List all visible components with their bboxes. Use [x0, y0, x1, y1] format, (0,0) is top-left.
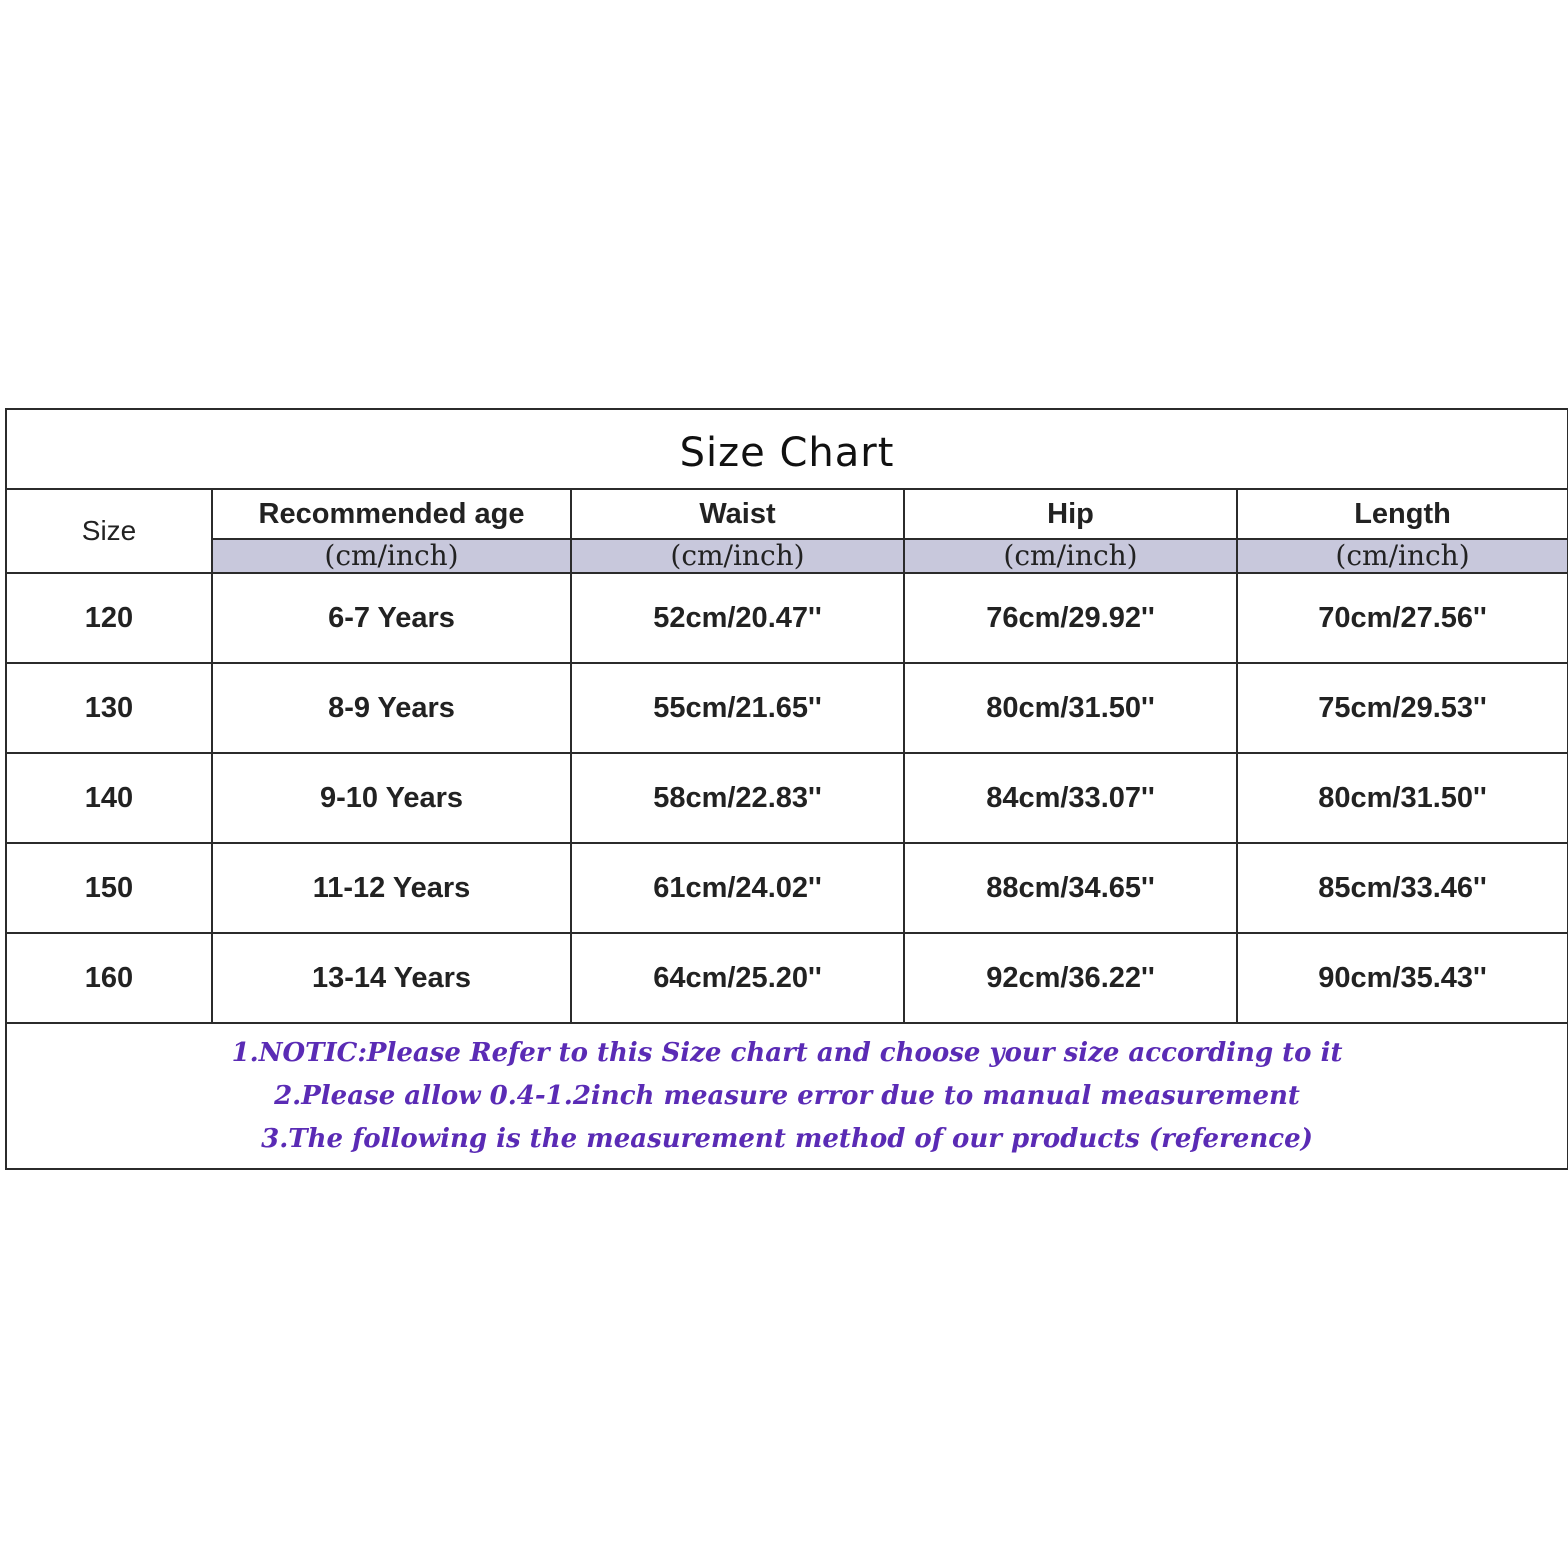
cell-hip: 88cm/34.65'' — [904, 843, 1237, 933]
cell-size: 160 — [6, 933, 212, 1023]
cell-age: 11-12 Years — [212, 843, 571, 933]
cell-length: 70cm/27.56'' — [1237, 573, 1568, 663]
cell-age: 8-9 Years — [212, 663, 571, 753]
cell-age: 13-14 Years — [212, 933, 571, 1023]
cell-hip: 76cm/29.92'' — [904, 573, 1237, 663]
chart-title: Size Chart — [6, 409, 1568, 489]
cell-length: 90cm/35.43'' — [1237, 933, 1568, 1023]
unit-recommended-age: (cm/inch) — [212, 539, 571, 573]
cell-size: 130 — [6, 663, 212, 753]
note-2: 2.Please allow 0.4-1.2inch measure error due to manual measurement — [274, 1080, 1300, 1111]
table-row — [6, 843, 1568, 933]
header-waist: Waist — [571, 489, 904, 539]
notes — [6, 1023, 1568, 1169]
cell-waist: 55cm/21.65'' — [571, 663, 904, 753]
unit-length: (cm/inch) — [1237, 539, 1568, 573]
size-chart-table — [5, 408, 1568, 1170]
unit-hip: (cm/inch) — [904, 539, 1237, 573]
cell-length: 80cm/31.50'' — [1237, 753, 1568, 843]
cell-length: 75cm/29.53'' — [1237, 663, 1568, 753]
size-header: Size — [6, 489, 212, 573]
table-row — [6, 663, 1568, 753]
cell-hip: 84cm/33.07'' — [904, 753, 1237, 843]
cell-hip: 80cm/31.50'' — [904, 663, 1237, 753]
cell-hip: 92cm/36.22'' — [904, 933, 1237, 1023]
cell-size: 150 — [6, 843, 212, 933]
cell-length: 85cm/33.46'' — [1237, 843, 1568, 933]
note-3: 3.The following is the measurement method of our products (reference) — [261, 1123, 1313, 1154]
cell-waist: 64cm/25.20'' — [571, 933, 904, 1023]
header-recommended-age: Recommended age — [212, 489, 571, 539]
header-length: Length — [1237, 489, 1568, 539]
table-row — [6, 573, 1568, 663]
cell-waist: 52cm/20.47'' — [571, 573, 904, 663]
unit-waist: (cm/inch) — [571, 539, 904, 573]
cell-waist: 61cm/24.02'' — [571, 843, 904, 933]
cell-size: 120 — [6, 573, 212, 663]
cell-waist: 58cm/22.83'' — [571, 753, 904, 843]
table-row — [6, 753, 1568, 843]
cell-age: 6-7 Years — [212, 573, 571, 663]
cell-size: 140 — [6, 753, 212, 843]
cell-age: 9-10 Years — [212, 753, 571, 843]
header-hip: Hip — [904, 489, 1237, 539]
note-1: 1.NOTIC:Please Refer to this Size chart and choose your size according to it — [231, 1037, 1343, 1068]
table-row — [6, 933, 1568, 1023]
